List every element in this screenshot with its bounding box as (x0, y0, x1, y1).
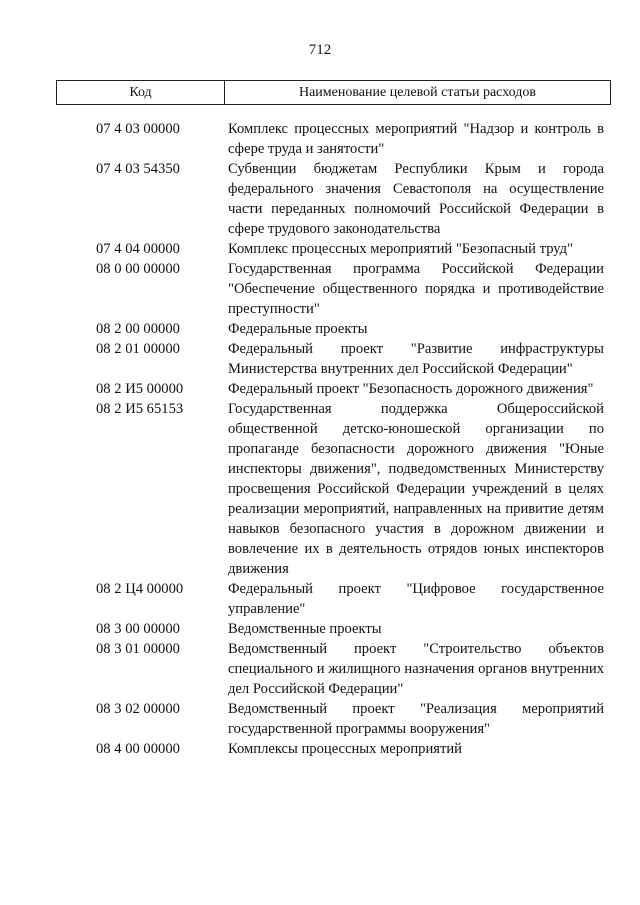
table-row (0, 619, 640, 639)
row-name: Ведомственный проект "Строительство объектов специального и жилищного назначения органов внутренних дел Российской Федерации" (228, 641, 604, 697)
table-row (0, 639, 640, 699)
row-name: Государственная программа Российской Федерации "Обеспечение общественного порядка и противодействие преступности" (228, 261, 604, 317)
table-row (0, 739, 640, 759)
row-code: 08 2 И5 65153 (96, 401, 184, 417)
header-code: Код (57, 81, 225, 104)
table-row (0, 579, 640, 619)
row-code: 08 2 01 00000 (96, 341, 180, 357)
row-code: 08 3 01 00000 (96, 641, 180, 657)
page-number: 712 (308, 42, 332, 58)
row-name: Государственная поддержка Общероссийской общественной детско-юношеской организации по пропаганде безопасности дорожного движения "Юные инспекторы движения", подведомственных Министерству просвещения Российской Федерации учреждений в целях реализации мероприятий, направленных на привитие детям навыков безопасного участия в дорожном движении и вовлечение их в деятельность отрядов юных инспекторов движения (228, 401, 604, 577)
row-code: 07 4 03 00000 (96, 121, 180, 137)
table-body (0, 119, 640, 759)
row-code: 08 0 00 00000 (96, 261, 180, 277)
row-name: Федеральный проект "Развитие инфраструктуры Министерства внутренних дел Российской Федерации" (228, 341, 604, 377)
header-name: Наименование целевой статьи расходов (298, 84, 537, 100)
row-code: 08 2 Ц4 00000 (96, 581, 184, 597)
table-row (0, 379, 640, 399)
row-name: Комплексы процессных мероприятий (228, 741, 462, 757)
row-code: 08 3 02 00000 (96, 701, 180, 717)
row-code: 07 4 04 00000 (96, 241, 180, 257)
row-code: 08 4 00 00000 (96, 741, 180, 757)
row-name: Комплекс процессных мероприятий "Безопасный труд" (228, 241, 574, 257)
row-name: Федеральный проект "Безопасность дорожного движения" (228, 381, 594, 397)
row-name: Федеральные проекты (228, 321, 368, 337)
table-row (0, 699, 640, 739)
table-row (0, 239, 640, 259)
table-row (0, 319, 640, 339)
table-header (56, 80, 611, 105)
row-code: 08 2 00 00000 (96, 321, 180, 337)
table-row (0, 399, 640, 579)
row-name: Субвенции бюджетам Республики Крым и города федерального значения Севастополя на осуществление части переданных полномочий Российской Федерации в сфере трудового законодательства (228, 161, 604, 237)
row-name: Федеральный проект "Цифровое государственное управление" (228, 581, 604, 617)
row-name: Ведомственный проект "Реализация мероприятий государственной программы вооружения" (228, 701, 604, 737)
row-name: Комплекс процессных мероприятий "Надзор и контроль в сфере труда и занятости" (228, 121, 604, 157)
table-row (0, 119, 640, 159)
table-row (0, 159, 640, 239)
row-code: 08 2 И5 00000 (96, 381, 184, 397)
table-row (0, 259, 640, 319)
row-code: 07 4 03 54350 (96, 161, 180, 177)
row-name: Ведомственные проекты (228, 621, 382, 637)
table-row (0, 339, 640, 379)
row-code: 08 3 00 00000 (96, 621, 180, 637)
